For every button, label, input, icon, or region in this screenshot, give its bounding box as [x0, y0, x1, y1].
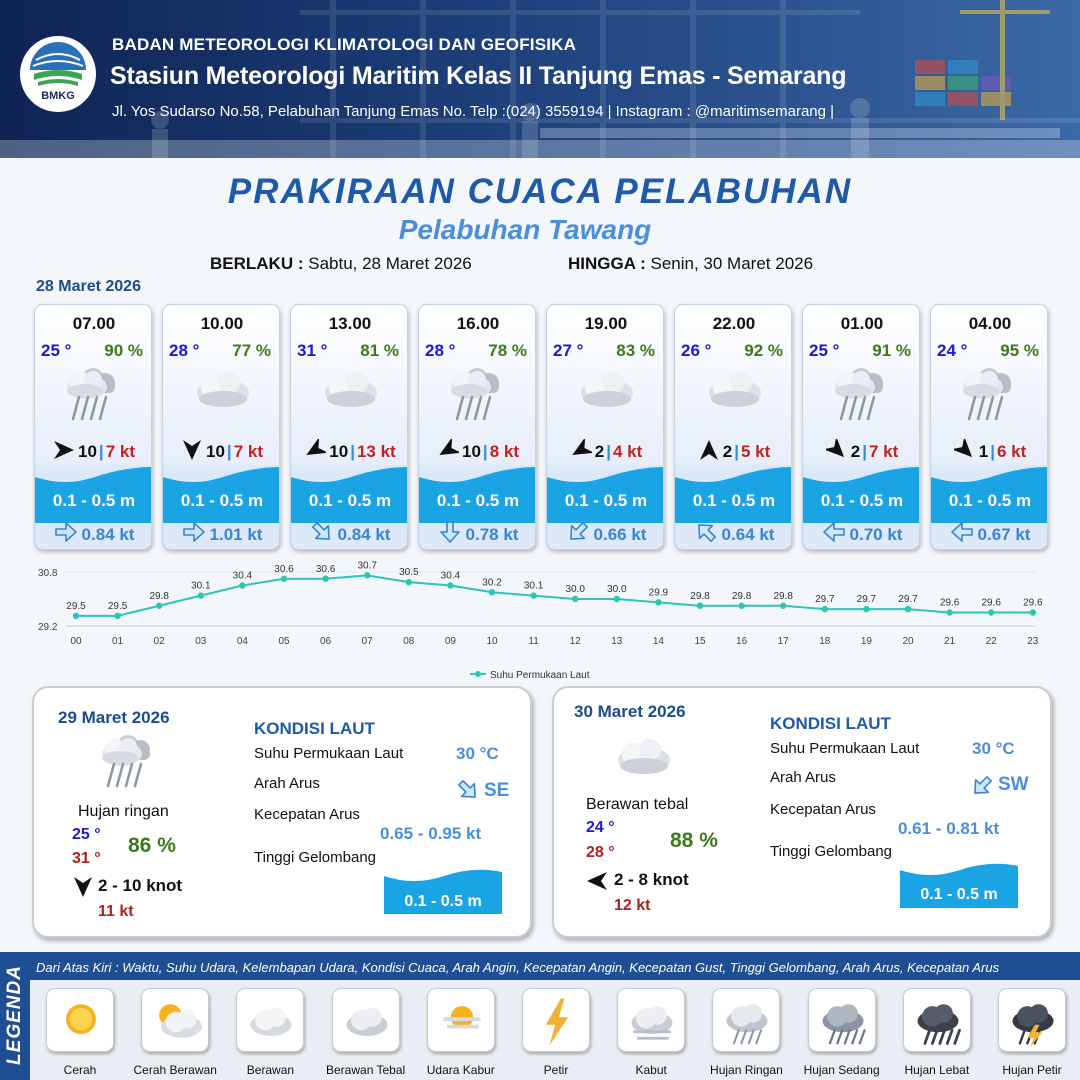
data-label: 29.7: [815, 594, 835, 606]
validity-from: [210, 254, 472, 274]
sst-point: [822, 606, 828, 612]
station-name: Stasiun Meteorologi Maritim Kelas II Tanjung Emas - Semarang: [110, 62, 847, 90]
data-label: 29.6: [981, 597, 1001, 609]
card-temp: 25 °: [809, 341, 840, 360]
rain-light-icon: [827, 363, 899, 433]
validity-to-label: HINGGA :: [568, 254, 646, 273]
legend-icon-box: [903, 988, 971, 1052]
sst-point: [322, 576, 328, 582]
card-wind-speed: 10: [329, 442, 349, 461]
wind-separator: |: [990, 442, 995, 461]
day3-sst-label: Suhu Permukaan Laut: [770, 740, 920, 757]
day3-wind: 2 - 8 knot: [614, 870, 689, 889]
arrow-left-icon: [822, 520, 846, 544]
x-tick-label: 02: [153, 636, 165, 647]
validity-from-label: BERLAKU :: [210, 254, 304, 273]
data-label: 30.0: [565, 584, 585, 595]
data-label: 30.1: [523, 580, 544, 592]
fog-icon: [622, 993, 682, 1049]
card-temp: 26 °: [681, 341, 712, 360]
data-label: 29.6: [939, 597, 960, 609]
y-tick-label: 30.8: [38, 568, 58, 579]
day3-panel: [552, 686, 1052, 938]
data-label: 29.8: [773, 590, 793, 602]
x-tick-label: 03: [195, 636, 207, 647]
data-label: 30.4: [232, 570, 253, 582]
card-humidity: 78 %: [488, 341, 527, 360]
data-label: 29.8: [731, 590, 752, 602]
legend-item-label: Kabut: [635, 1063, 667, 1077]
data-label: 30.5: [399, 567, 419, 579]
forecast-card: [546, 304, 664, 550]
validity-to: [568, 254, 813, 274]
data-label: 30.6: [315, 563, 336, 575]
wind-separator: |: [226, 442, 232, 461]
card-wave: 0.1 - 0.5 m: [820, 491, 904, 510]
haze-icon: [432, 993, 492, 1049]
card-temp: 24 °: [937, 341, 968, 360]
page-subtitle: Pelabuhan Tawang: [398, 214, 652, 245]
card-time: 13.00: [328, 314, 372, 333]
wind-arrow-icon: [437, 439, 459, 461]
card-gust: 5 kt: [740, 442, 771, 461]
legend-icon-box: [236, 988, 304, 1052]
card-time: 07.00: [72, 314, 116, 333]
card-gust: 7 kt: [105, 442, 135, 461]
sst-point: [697, 603, 703, 609]
arrow-down-right-icon: [310, 520, 334, 544]
day2-condition: Hujan ringan: [78, 803, 169, 820]
x-tick-label: 01: [112, 636, 124, 647]
wind-separator: |: [482, 442, 488, 461]
card-wave: 0.1 - 0.5 m: [436, 491, 520, 510]
cloudy-icon: [571, 363, 643, 433]
card-time: 04.00: [968, 314, 1012, 333]
x-tick-label: 21: [944, 636, 956, 647]
day3-temp-min: 24 °: [586, 819, 615, 836]
data-label: 29.9: [648, 587, 669, 599]
day2-current-dir: SE: [484, 780, 510, 801]
station-address: Jl. Yos Sudarso No.58, Pelabuhan Tanjung Emas No. Telp :(024) 3559194 | Instagram : @maritimsemarang |: [112, 103, 835, 120]
day2-sea-title: KONDISI LAUT: [254, 719, 375, 738]
day2-panel: [32, 686, 532, 938]
card-wind: [675, 439, 792, 462]
card-wave: 0.1 - 0.5 m: [692, 491, 776, 510]
sst-point: [530, 592, 536, 598]
card-wind-speed: 2: [722, 442, 733, 461]
cloudy-icon: [699, 363, 771, 433]
legend-item-label: Cerah: [63, 1063, 97, 1077]
card-current-speed: 0.78 kt: [465, 525, 519, 544]
sst-point: [655, 599, 661, 605]
legend-icon-box: [332, 988, 400, 1052]
thunderstorm-icon: [1003, 993, 1063, 1049]
card-wind-speed: 2: [850, 442, 861, 461]
sst-point: [780, 603, 786, 609]
day2-current-dir-label: Arah Arus: [254, 775, 320, 792]
sst-point: [988, 609, 994, 615]
day2-wave-label: Tinggi Gelombang: [254, 849, 377, 866]
wind-separator: |: [734, 442, 739, 461]
forecast-card: [418, 304, 536, 550]
x-tick-label: 20: [902, 636, 914, 647]
x-tick-label: 00: [70, 636, 82, 647]
card-current: [419, 520, 536, 545]
sst-point: [364, 572, 370, 578]
legend-item-label: Hujan Lebat: [904, 1063, 970, 1077]
data-label: 30.6: [274, 563, 294, 575]
wind-arrow-icon: [304, 439, 326, 461]
x-tick-label: 09: [444, 636, 456, 647]
sun-cloud-icon: [146, 993, 206, 1049]
card-wave: 0.1 - 0.5 m: [564, 491, 648, 510]
legend-side-bar: [0, 952, 30, 1080]
card-current-speed: 1.01 kt: [209, 525, 263, 544]
arrow-down-left-icon: [566, 520, 590, 544]
day3-wind-arrow-icon: [586, 870, 608, 897]
day2-weather-icon: [94, 730, 166, 805]
card-temp: 27 °: [553, 341, 584, 360]
day2-sst-label: Suhu Permukaan Laut: [254, 745, 404, 762]
lightning-icon: [527, 993, 587, 1049]
card-wave: 0.1 - 0.5 m: [52, 491, 136, 510]
forecast-card: [34, 304, 152, 550]
card-current-speed: 0.70 kt: [849, 525, 903, 544]
sun-icon: [51, 993, 111, 1049]
card-wind-speed: 1: [978, 442, 989, 461]
sst-point: [863, 606, 869, 612]
day2-temp-min: 25 °: [72, 826, 101, 843]
card-gust: 13 kt: [356, 442, 396, 461]
sst-point: [281, 576, 287, 582]
forecast-card: [802, 304, 920, 550]
card-time: 16.00: [456, 314, 500, 333]
legend-item-label: Udara Kabur: [426, 1063, 495, 1077]
card-humidity: 90 %: [104, 341, 143, 360]
legend-icon-box: [46, 988, 114, 1052]
wind-separator: |: [98, 442, 104, 461]
x-tick-label: 04: [236, 636, 248, 647]
card-current-speed: 0.66 kt: [593, 525, 647, 544]
arrow-up-left-icon: [694, 520, 718, 544]
legend-side-label: LEGENDA: [4, 965, 25, 1065]
sst-point: [1030, 609, 1036, 615]
day1-date: 28 Maret 2026: [36, 278, 141, 295]
card-wind: [35, 439, 152, 462]
sst-point: [447, 582, 453, 588]
day2-date: 29 Maret 2026: [58, 708, 170, 727]
data-label: 29.5: [107, 600, 128, 612]
rain-moderate-icon: [813, 993, 873, 1049]
data-label: 29.6: [1023, 597, 1043, 609]
card-time: 01.00: [840, 314, 884, 333]
sst-point: [738, 603, 744, 609]
card-gust: 7 kt: [233, 442, 263, 461]
sst-point: [946, 609, 952, 615]
day3-date: 30 Maret 2026: [574, 702, 686, 721]
card-humidity: 92 %: [744, 341, 783, 360]
card-gust: 7 kt: [868, 442, 899, 461]
legend-icon-box: [712, 988, 780, 1052]
day3-humidity: 88 %: [670, 829, 718, 852]
legend-description: Dari Atas Kiri : Waktu, Suhu Udara, Kelembapan Udara, Kondisi Cuaca, Arah Angin, Kecepatan Angin, Kecepatan Gust, Tinggi Gelombang, Arah Arus, Kecepatan Arus: [36, 960, 1000, 975]
card-temp: 28 °: [169, 341, 200, 360]
legend-icon-box: [617, 988, 685, 1052]
sst-point: [905, 606, 911, 612]
card-current: [675, 520, 792, 545]
card-wave: 0.1 - 0.5 m: [948, 491, 1032, 510]
wind-arrow-icon: [954, 439, 976, 461]
card-current: [163, 520, 280, 545]
card-wind: [547, 439, 664, 462]
x-tick-label: 13: [611, 636, 623, 647]
x-tick-label: 05: [278, 636, 290, 647]
card-time: 19.00: [584, 314, 628, 333]
legend-item-label: Hujan Petir: [1002, 1063, 1062, 1077]
data-label: 29.7: [898, 594, 918, 606]
x-tick-label: 15: [694, 636, 706, 647]
day3-temp-max: 28 °: [586, 844, 615, 861]
card-wind: [931, 439, 1048, 462]
card-wind: [803, 439, 920, 462]
legend-item-label: Cerah Berawan: [133, 1063, 217, 1077]
card-humidity: 83 %: [616, 341, 655, 360]
cloudy-icon: [315, 363, 387, 433]
day2-sst: 30 °C: [456, 744, 499, 763]
data-label: 29.8: [149, 590, 169, 602]
card-wind: [291, 439, 408, 462]
wind-arrow-icon: [53, 439, 75, 461]
card-wind-speed: 2: [594, 442, 605, 461]
arrow-right-icon: [54, 520, 78, 544]
sst-chart: [0, 558, 1080, 682]
card-current: [35, 520, 152, 545]
wind-separator: |: [862, 442, 867, 461]
card-current-speed: 0.84 kt: [81, 525, 135, 544]
data-label: 30.0: [607, 584, 627, 595]
card-temp: 31 °: [297, 341, 328, 360]
card-gust: 4 kt: [612, 442, 643, 461]
rain-heavy-icon: [908, 993, 968, 1049]
card-current: [547, 520, 664, 545]
card-humidity: 91 %: [872, 341, 911, 360]
logo-text: BMKG: [41, 90, 75, 102]
data-label: 30.2: [482, 577, 502, 589]
x-tick-label: 10: [486, 636, 498, 647]
legend-item-label: Berawan Tebal: [326, 1063, 406, 1077]
wind-separator: |: [350, 442, 355, 461]
card-current-speed: 0.84 kt: [337, 525, 391, 544]
x-tick-label: 23: [1027, 636, 1039, 647]
card-time: 10.00: [200, 314, 244, 333]
arrow-left-icon: [950, 520, 974, 544]
arrow-down-icon: [438, 520, 462, 544]
card-wave: 0.1 - 0.5 m: [308, 491, 392, 510]
arrow-right-icon: [182, 520, 206, 544]
legend-item-label: Berawan: [246, 1063, 295, 1077]
legend-icon-box: [522, 988, 590, 1052]
data-label: 29.5: [66, 600, 86, 612]
data-label: 30.7: [357, 560, 377, 572]
wind-arrow-icon: [826, 439, 848, 461]
x-tick-label: 06: [320, 636, 332, 647]
legend: [0, 952, 1080, 1080]
day2-humidity: 86 %: [128, 834, 176, 857]
legend-icon-box: [808, 988, 876, 1052]
day3-gust: 12 kt: [614, 897, 651, 914]
card-humidity: 95 %: [1000, 341, 1039, 360]
card-wind: [163, 439, 280, 462]
card-wind: [419, 439, 536, 462]
page-title: PRAKIRAAN CUACA PELABUHAN: [227, 172, 853, 211]
sst-point: [489, 589, 495, 595]
validity-from-value: Sabtu, 28 Maret 2026: [308, 254, 472, 273]
day2-current-speed-label: Kecepatan Arus: [254, 806, 360, 823]
x-tick-label: 18: [819, 636, 831, 647]
x-tick-label: 19: [860, 636, 872, 647]
legend-label: Suhu Permukaan Laut: [490, 670, 590, 681]
day3-weather-icon: [608, 730, 680, 795]
sst-point: [406, 579, 412, 585]
sst-point: [614, 596, 620, 602]
arrow-down-left-icon: [968, 772, 996, 805]
org-name: BADAN METEOROLOGI KLIMATOLOGI DAN GEOFISIKA: [112, 35, 577, 54]
sst-point: [73, 613, 79, 619]
cloud-icon: [241, 993, 301, 1049]
sst-point: [239, 582, 245, 588]
card-humidity: 77 %: [232, 341, 271, 360]
card-temp: 25 °: [41, 341, 72, 360]
card-current: [803, 520, 920, 545]
day3-sea-title: KONDISI LAUT: [770, 714, 891, 733]
rain-light-icon: [59, 363, 131, 433]
wind-arrow-icon: [698, 439, 720, 461]
wind-arrow-icon: [570, 439, 592, 461]
forecast-card: [674, 304, 792, 550]
data-label: 29.8: [690, 590, 710, 602]
header-banner: [0, 0, 1080, 158]
x-tick-label: 07: [361, 636, 373, 647]
card-temp: 28 °: [425, 341, 456, 360]
day2-wave: 0.1 - 0.5 m: [404, 893, 482, 910]
x-tick-label: 11: [528, 636, 539, 647]
card-current-speed: 0.67 kt: [977, 525, 1031, 544]
sst-point: [198, 592, 204, 598]
day2-temp-max: 31 °: [72, 850, 101, 867]
card-wind-speed: 10: [462, 442, 481, 461]
x-tick-label: 17: [777, 636, 789, 647]
wind-arrow-icon: [181, 439, 203, 461]
wind-separator: |: [606, 442, 611, 461]
card-gust: 6 kt: [996, 442, 1027, 461]
day2-current-speed: 0.65 - 0.95 kt: [380, 824, 482, 843]
card-gust: 8 kt: [489, 442, 519, 461]
day3-condition: Berawan tebal: [586, 796, 689, 813]
overcast-icon: [337, 993, 397, 1049]
legend-item-label: Hujan Ringan: [710, 1063, 783, 1077]
data-label: 30.1: [191, 580, 211, 592]
forecast-card: [290, 304, 408, 550]
card-wave: 0.1 - 0.5 m: [180, 491, 264, 510]
cloudy-icon: [187, 363, 259, 433]
card-current: [291, 520, 408, 545]
validity-to-value: Senin, 30 Maret 2026: [650, 254, 814, 273]
card-time: 22.00: [712, 314, 756, 333]
forecast-card: [162, 304, 280, 550]
legend-icon-box: [141, 988, 209, 1052]
sst-point: [114, 613, 120, 619]
sst-point: [572, 596, 578, 602]
card-current-speed: 0.64 kt: [721, 525, 775, 544]
day3-current-dir: SW: [998, 774, 1029, 795]
card-wind-speed: 10: [206, 442, 225, 461]
day2-wind-arrow-icon: [72, 876, 94, 903]
x-tick-label: 22: [985, 636, 997, 647]
x-tick-label: 16: [736, 636, 748, 647]
legend-item-label: Hujan Sedang: [803, 1063, 880, 1077]
rain-light-icon: [955, 363, 1027, 433]
day3-sst: 30 °C: [972, 739, 1015, 758]
rain-light-icon: [717, 993, 777, 1049]
legend-marker: [475, 671, 481, 677]
card-current: [931, 520, 1048, 545]
card-humidity: 81 %: [360, 341, 399, 360]
x-tick-label: 12: [569, 636, 581, 647]
data-label: 29.7: [856, 594, 877, 606]
day3-current-speed: 0.61 - 0.81 kt: [898, 819, 1000, 838]
arrow-down-right-icon: [454, 776, 482, 809]
bmkg-logo: [20, 36, 96, 112]
forecast-card: [930, 304, 1048, 550]
x-tick-label: 08: [403, 636, 415, 647]
card-wind-speed: 10: [78, 442, 97, 461]
sst-line: [76, 575, 1033, 616]
day3-wave: 0.1 - 0.5 m: [920, 886, 998, 903]
legend-icon-box: [998, 988, 1066, 1052]
data-label: 30.4: [440, 570, 461, 582]
y-tick-label: 29.2: [38, 622, 58, 633]
legend-item-label: Petir: [543, 1063, 569, 1077]
day3-wave-label: Tinggi Gelombang: [770, 843, 893, 860]
legend-icon-box: [427, 988, 495, 1052]
x-tick-label: 14: [652, 636, 664, 647]
day3-current-dir-label: Arah Arus: [770, 769, 836, 786]
rain-light-icon: [443, 363, 515, 433]
sst-point: [156, 603, 162, 609]
day2-wind: 2 - 10 knot: [98, 876, 183, 895]
day2-gust: 11 kt: [98, 903, 134, 920]
day3-current-speed-label: Kecepatan Arus: [770, 801, 876, 818]
